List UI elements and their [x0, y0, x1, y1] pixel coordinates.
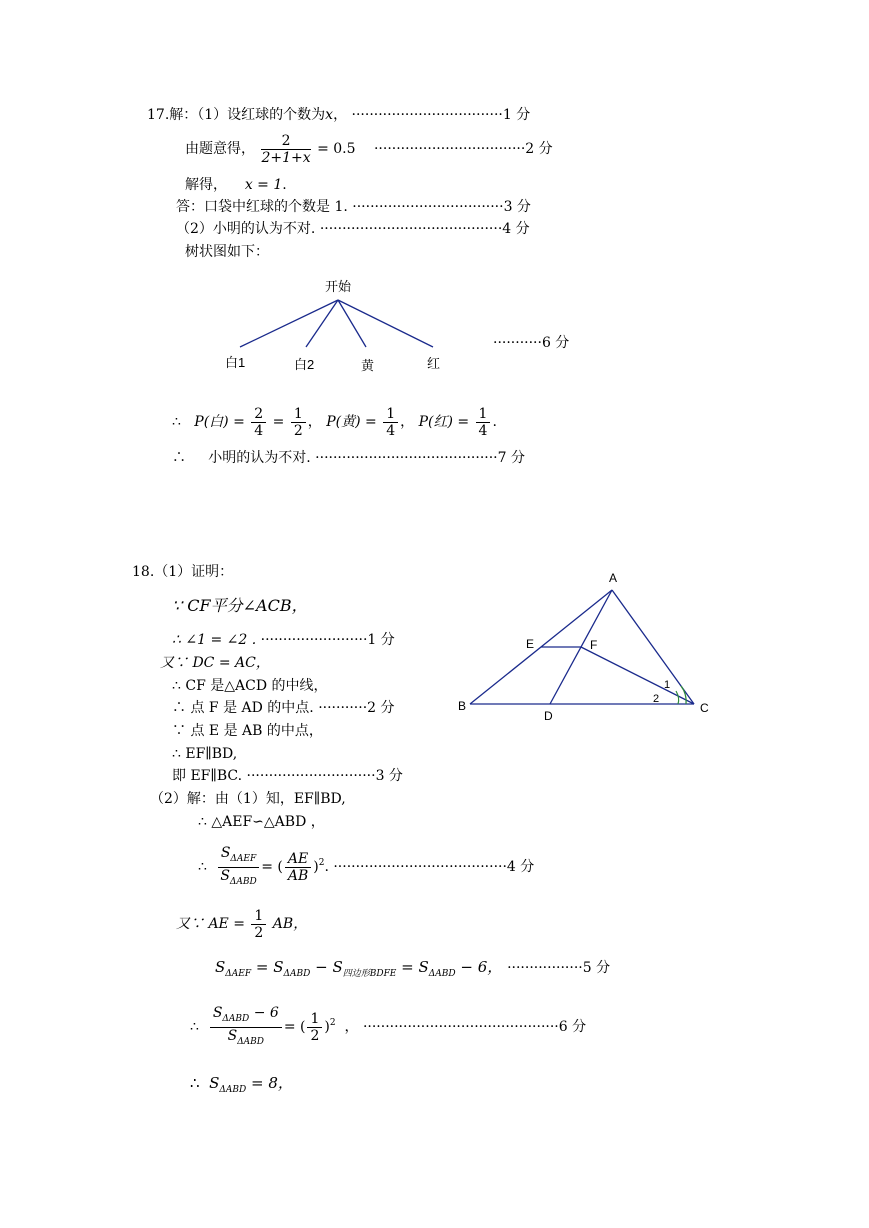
label-D: D	[544, 709, 553, 723]
segment-AB	[470, 590, 612, 704]
tree-branch-3	[338, 300, 366, 347]
q18-s7: ∴ EF∥BD,	[172, 746, 238, 762]
tree-leaf-3: 黄	[361, 358, 375, 373]
tree-root: 开始	[325, 279, 352, 294]
q17-line4: 答：口袋中红球的个数是 1. ··································3 分	[176, 199, 531, 215]
tree-leaf-1: 白1	[225, 355, 246, 370]
q18-s8: 即 EF∥BC. ·····························3 分	[172, 768, 403, 784]
score-4: ·········································4 分	[319, 221, 530, 237]
q17-line3: 解得， x = 1.	[185, 177, 287, 193]
q18-p2-head: （2）解：由（1）知，EF∥BD,	[150, 791, 346, 807]
q18-p2-s6: ∴ $S_{\Delta ABD} = 8$，	[190, 1074, 293, 1095]
q17-line5: （2）小明的认为不对. ·········································4 分	[176, 221, 530, 237]
segment-CF	[581, 647, 694, 704]
q18-s2: ∴ ∠1 = ∠2 . ························1 分	[172, 632, 395, 648]
q17-line1: 17.解：（1）设红球的个数为x， ··································1 分	[147, 107, 531, 123]
label-B: B	[458, 699, 467, 713]
segment-AC	[612, 590, 694, 704]
q17-prob-line: ∴ P(白) = $\frac{2}{4}$ = $\frac{1}{2}$ ， P(黄) = $\frac{1}{4}$ ， P(红) = $\frac{1}{4}$ .	[172, 405, 497, 439]
score-7: ·········································7 分	[315, 450, 525, 466]
label-F: F	[590, 638, 598, 652]
q18-s4: ∴ CF 是△ACD 的中线，	[172, 678, 328, 694]
q18-p2-s2: ∴ $\frac{S_{\Delta AEF}}{S_{\Delta ABD}}$ = ( $\frac{AE}{AB}$ )$^2$. ·······································4 分	[198, 844, 535, 887]
score-6: ···········6 分	[493, 335, 570, 351]
score-1: ··································1 分	[351, 107, 531, 123]
q17-line2: 由题意得， $\frac{2}{2+1+x}$ = 0.5 ··································2 分	[185, 132, 553, 166]
score-2: ···········2 分	[318, 700, 395, 716]
score-2: ··································2 分	[373, 141, 553, 157]
q18-p2-s1: ∴ △AEF∽△ABD ，	[198, 814, 325, 830]
tree-branch-1	[240, 300, 338, 347]
score-5: ·················5 分	[507, 960, 611, 976]
q18-s3: 又∵ DC = AC，	[160, 655, 270, 671]
label-E: E	[526, 637, 535, 651]
score-6: ············································6 分	[362, 1019, 587, 1035]
score-3: ·····························3 分	[246, 768, 403, 784]
q18-p2-s5: ∴ $\frac{S_{\Delta ABD} - 6}{S_{\Delta ABD}}$ = ( $\frac{1}{2}$ )$^2$ ， ············································6 分	[190, 1004, 587, 1047]
q18-s5: ∴ 点 F 是 AD 的中点. ···········2 分	[172, 700, 395, 716]
score-3: ··································3 分	[352, 199, 531, 215]
segment-AD	[550, 590, 612, 704]
label-angle-1: 1	[664, 679, 671, 691]
angle-arc-2	[681, 686, 686, 704]
q18-head: 18.（1）证明：	[132, 564, 234, 580]
tree-branch-4	[338, 300, 433, 347]
q18-s6: ∵ 点 E 是 AB 的中点，	[172, 723, 323, 739]
q18-p2-s3: 又∵ AE = $\frac{1}{2}$ AB，	[176, 907, 308, 941]
q18-p2-s4: $S_{\Delta AEF} = S_{\Delta ABD} - S_{四边形BDFE} = S_{\Delta ABD} - 6$， ·················5 分	[215, 958, 611, 979]
tree-branch-2	[306, 300, 338, 347]
q17-line8: ∴ 小明的认为不对. ·········································7 分	[172, 450, 525, 466]
label-C: C	[700, 701, 709, 715]
score-1: ························1 分	[260, 632, 395, 648]
fraction: $\frac{2}{2+1+x}$	[261, 132, 311, 166]
q17-line6: 树状图如下：	[185, 244, 269, 260]
label-angle-2: 2	[653, 693, 660, 705]
tree-leaf-2: 白2	[294, 357, 315, 372]
tree-leaf-4: 红	[427, 356, 441, 371]
label-A: A	[609, 571, 618, 585]
score-4: ·······································4 分	[333, 859, 535, 875]
q18-s1: ∵ CF平分∠ACB，	[172, 596, 308, 615]
angle-arc-1	[676, 691, 679, 704]
